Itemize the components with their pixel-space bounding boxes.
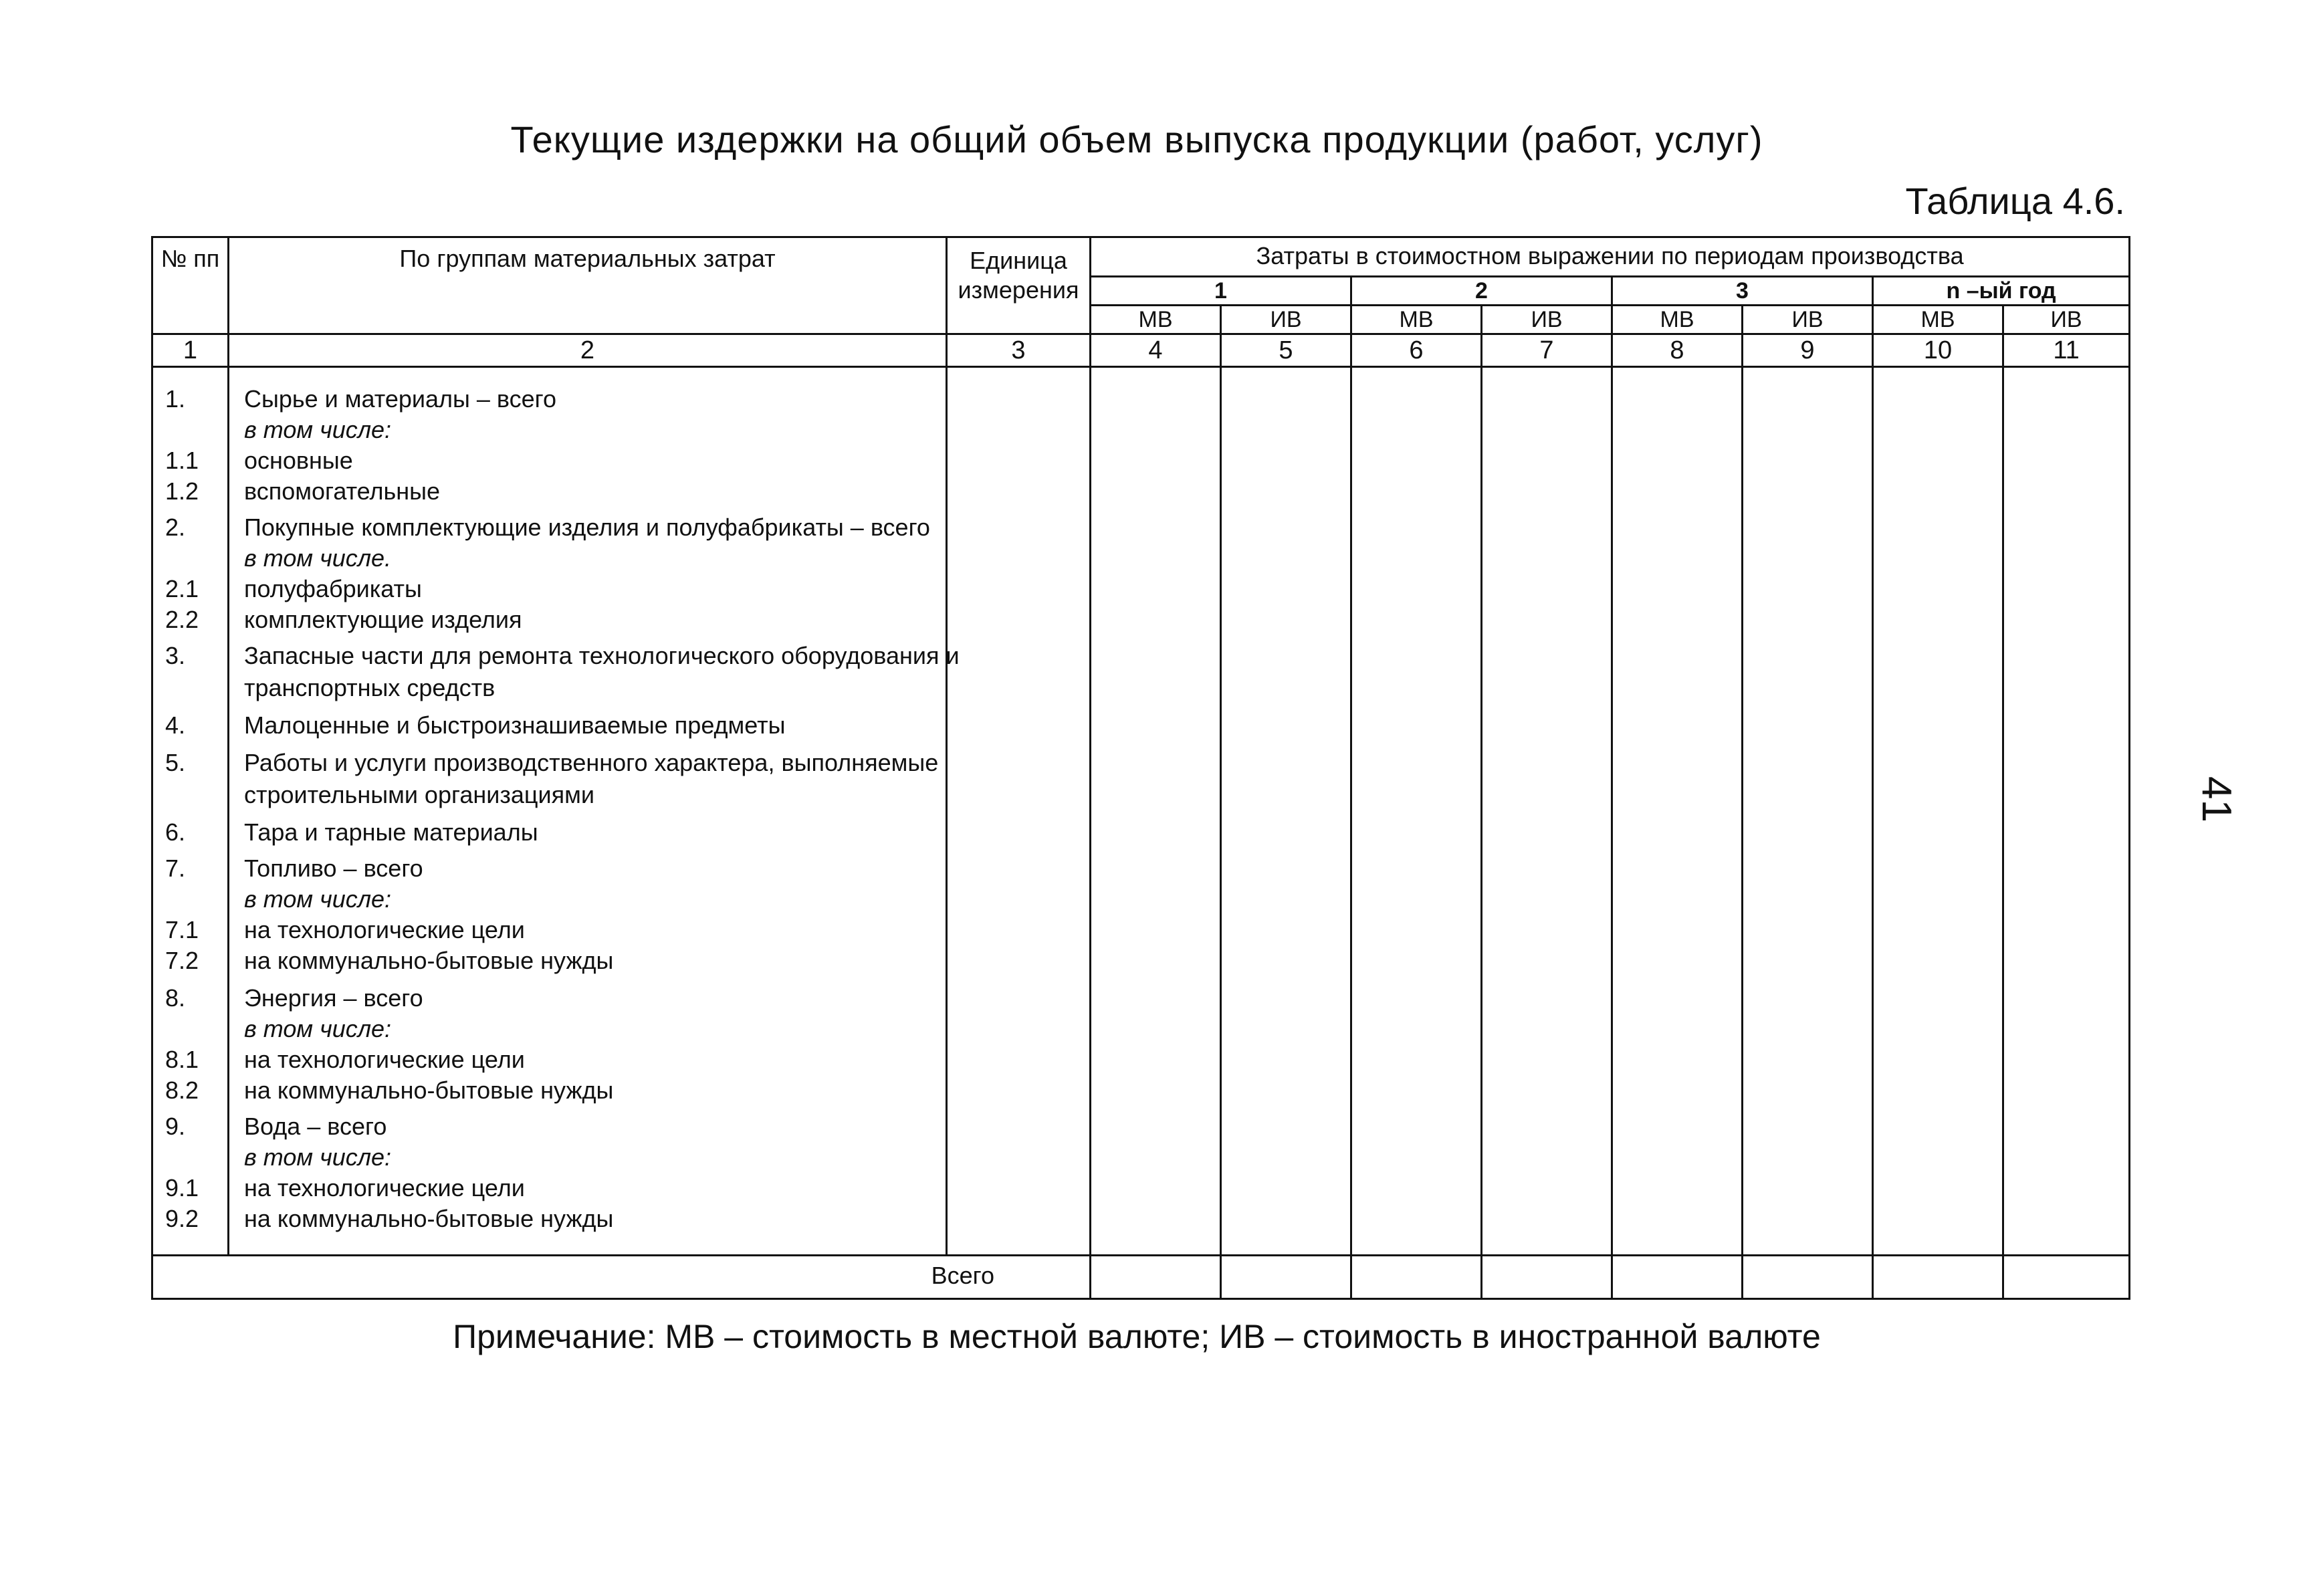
row-label: строительными организациями <box>244 781 594 808</box>
row-label: Запасные части для ремонта технологического оборудования и <box>244 642 960 669</box>
header-no: № пп <box>152 237 229 334</box>
iv-label: ИВ <box>2003 306 2130 334</box>
row-number: 2.2 <box>165 606 199 633</box>
row-label: Тара и тарные материалы <box>244 818 538 846</box>
period-3: 3 <box>1612 277 1873 306</box>
page-number: 41 <box>2193 776 2239 822</box>
period-1: 1 <box>1091 277 1351 306</box>
row-number: 8. <box>165 984 186 1012</box>
row-number: 7.2 <box>165 947 199 974</box>
header-costs: Затраты в стоимостном выражении по периодам производства <box>1091 237 2130 277</box>
table-label: Таблица 4.6. <box>1905 180 2125 222</box>
column-number: 4 <box>1091 334 1221 367</box>
row-label: на технологические цели <box>244 1046 525 1073</box>
row-label: Малоценные и быстроизнашиваемые предметы <box>244 711 786 739</box>
iv-label: ИВ <box>1221 306 1351 334</box>
total-cell[interactable] <box>1351 1256 1482 1299</box>
row-number: 3. <box>165 642 186 669</box>
row-label: вспомогательные <box>244 477 441 505</box>
mv-label: МВ <box>1873 306 2003 334</box>
row-number: 1. <box>165 385 186 413</box>
row-number: 8.2 <box>165 1076 199 1104</box>
value-cell[interactable] <box>1482 367 1612 1256</box>
row-label: Работы и услуги производственного характера, выполняемые <box>244 749 939 776</box>
total-label: Всего <box>152 1256 1091 1299</box>
column-number: 5 <box>1221 334 1351 367</box>
total-cell[interactable] <box>1221 1256 1351 1299</box>
row-number: 4. <box>165 711 186 739</box>
column-number: 3 <box>947 334 1091 367</box>
mv-label: МВ <box>1612 306 1743 334</box>
column-number: 7 <box>1482 334 1612 367</box>
total-cell[interactable] <box>2003 1256 2130 1299</box>
column-number: 1 <box>152 334 229 367</box>
column-number: 6 <box>1351 334 1482 367</box>
row-numbers-column <box>152 367 229 1256</box>
cost-table <box>151 236 2130 1300</box>
row-number: 7. <box>165 854 186 882</box>
column-number: 11 <box>2003 334 2130 367</box>
total-cell[interactable] <box>1612 1256 1743 1299</box>
value-cell[interactable] <box>2003 367 2130 1256</box>
row-label: на коммунально-бытовые нужды <box>244 1205 614 1232</box>
column-number: 9 <box>1743 334 1873 367</box>
row-number: 2. <box>165 514 186 541</box>
row-number: 1.2 <box>165 477 199 505</box>
row-number: 5. <box>165 749 186 776</box>
period-2: 2 <box>1351 277 1612 306</box>
header-groups: По группам материальных затрат <box>229 237 947 334</box>
row-label: Энергия – всего <box>244 984 423 1012</box>
row-number: 9.2 <box>165 1205 199 1232</box>
column-number: 2 <box>229 334 947 367</box>
value-cell[interactable] <box>1873 367 2003 1256</box>
total-cell[interactable] <box>1743 1256 1873 1299</box>
row-label: на технологические цели <box>244 916 525 943</box>
row-label: на технологические цели <box>244 1174 525 1202</box>
period-n: n –ый год <box>1873 277 2130 306</box>
row-number: 2.1 <box>165 575 199 602</box>
iv-label: ИВ <box>1482 306 1612 334</box>
unit-cell[interactable] <box>947 367 1091 1256</box>
mv-label: МВ <box>1351 306 1482 334</box>
row-label: на коммунально-бытовые нужды <box>244 1076 614 1104</box>
total-cell[interactable] <box>1873 1256 2003 1299</box>
iv-label: ИВ <box>1743 306 1873 334</box>
row-number: 8.1 <box>165 1046 199 1073</box>
mv-label: МВ <box>1091 306 1221 334</box>
row-label: комплектующие изделия <box>244 606 522 633</box>
header-unit: Единица измерения <box>947 237 1091 334</box>
row-label: в том числе. <box>244 544 392 572</box>
page-title: Текущие издержки на общий объем выпуска продукции (работ, услуг) <box>510 118 1763 160</box>
footnote: Примечание: МВ – стоимость в местной валюте; ИВ – стоимость в иностранной валюте <box>453 1318 1821 1355</box>
row-number: 7.1 <box>165 916 199 943</box>
total-cell[interactable] <box>1091 1256 1221 1299</box>
total-cell[interactable] <box>1482 1256 1612 1299</box>
row-label: Вода – всего <box>244 1113 387 1140</box>
row-number: 6. <box>165 818 186 846</box>
row-label: транспортных средств <box>244 674 495 701</box>
row-label: на коммунально-бытовые нужды <box>244 947 614 974</box>
row-label: Покупные комплектующие изделия и полуфабрикаты – всего <box>244 514 930 541</box>
row-label: в том числе: <box>244 885 392 913</box>
row-number: 9. <box>165 1113 186 1140</box>
row-label: в том числе: <box>244 416 392 443</box>
row-label: Топливо – всего <box>244 854 423 882</box>
row-labels-column <box>229 367 960 1256</box>
row-label: в том числе: <box>244 1143 392 1171</box>
column-number: 8 <box>1612 334 1743 367</box>
value-cell[interactable] <box>1091 367 1221 1256</box>
row-label: Сырье и материалы – всего <box>244 385 557 413</box>
row-label: основные <box>244 447 353 474</box>
value-cell[interactable] <box>1612 367 1743 1256</box>
column-number: 10 <box>1873 334 2003 367</box>
value-cell[interactable] <box>1351 367 1482 1256</box>
row-label: в том числе: <box>244 1015 392 1042</box>
row-number: 9.1 <box>165 1174 199 1202</box>
value-cell[interactable] <box>1743 367 1873 1256</box>
value-cell[interactable] <box>1221 367 1351 1256</box>
row-number: 1.1 <box>165 447 199 474</box>
row-label: полуфабрикаты <box>244 575 422 602</box>
